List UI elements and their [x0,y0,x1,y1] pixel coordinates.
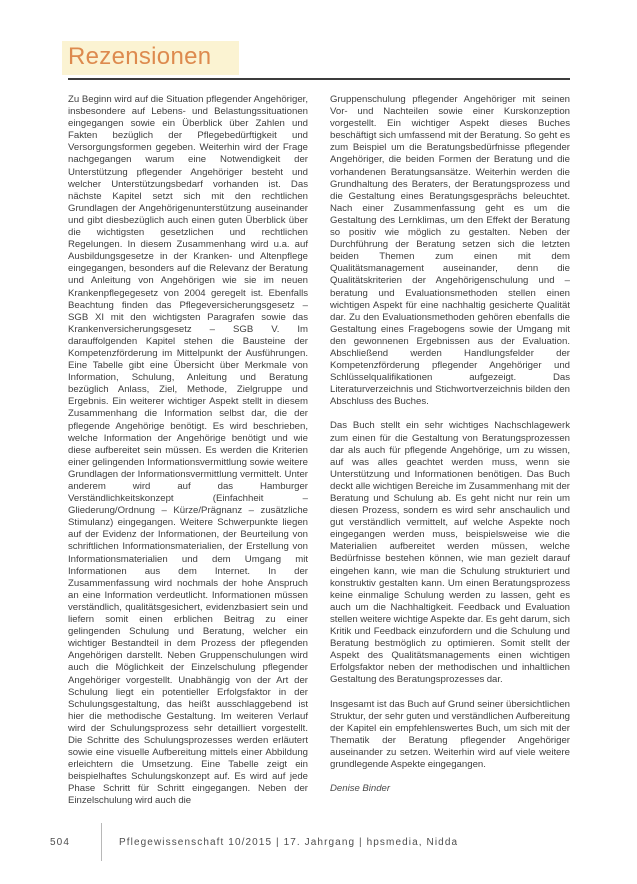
left-column [68,94,308,808]
review-paragraph: Gruppenschulung pflegender Angehöriger mit seinen Vor- und Nachteilen sowie einer Kurskonzeption vorgestellt. Ein wichtiger Aspekt dieses Buches beschäftigt sich umfassend mit der Beratung. So geht es zum Beispiel um die Beratungsbedürfnisse pflegender Angehöriger, die beiden Formen der Beratung und die vorhandenen Beratungsansätze. Weiterhin werden die Grundhaltung des Beraters, der Beratungsprozess und die Gestaltung eines Beratungsgesprächs beleuchtet. Nach einer Zusammenfassung geht es um die Gestaltung des Lernklimas, um den Effekt der Beratung so positiv wie möglich zu gestalten. Neben der Durchführung der Beratung setzen sich die letzten beiden Themen zum einen mit dem Qualitätsmanagement auseinander, denn die Qualitätskriterien der Angehörigenschulung und –beratung und Evaluationsmethoden stellen einen wichtigen Aspekt für eine nachhaltig gesicherte Qualität dar. Zu den Evaluationsmethoden gehören ebenfalls die Gestaltung eines Fragebogens sowie der Umgang mit den gewonnenen Ergebnissen aus der Evaluation. Abschließend werden Handlungsfelder der Kompetenzförderung pflegender Angehöriger und Schlüsselqualifikationen aufgezeigt. Das Literaturverzeichnis und Stichwortverzeichnis bilden den Abschluss des Buches. [330,94,570,408]
page-title-text: Rezensionen [62,41,239,75]
review-paragraph: Das Buch stellt ein sehr wichtiges Nachschlagewerk zum einen für die Gestaltung von Beratungsprozessen dar als auch für pflegende Angehörige, um zu wissen, auf was alles geachtet werden muss, wenn sie Unterstützung und Informationen benötigen. Das Buch deckt alle wichtigen Bereiche im Zusammenhang mit der Beratung und Schulung ab. Es geht nicht nur rein um diesen Prozess, sondern es wird sehr anschaulich und gut verständlich vermittelt, auf welche Aspekte noch eingegangen werden muss, beispielsweise wie die Materialien aufbereitet werden müssen, welche Bedürfnisse bestehen können, wie man gezielt darauf eingehen kann, wie man die Schulung strukturiert und konstruktiv gestalten kann. Um einen Beratungsprozess keine einmalige Schulung werden zu lassen, geht es auch um die Nachhaltigkeit. Feedback und Evaluation stellen weitere wichtige Aspekte dar. Es geht darum, sich Kritik und Feedback einzufordern und die Schulung und Beratung bestmöglich zu optimieren. Somit stellt der Aspekt des Qualitätsmanagements einen wichtigen Erfolgsfaktor neben der methodischen und inhaltlichen Gestaltung des Beratungsprozesses dar. [330,420,570,686]
journal-info: Pflegewissenschaft 10/2015 | 17. Jahrgang | hpsmedia, Nidda [119,836,459,848]
footer-divider [101,823,102,861]
review-paragraph: Zu Beginn wird auf die Situation pflegender Angehöriger, insbesondere auf Lebens- und Belastungssituationen eingegangen sowie ein Überblick über Zahlen und Fakten bezüglich der Pflegebedürftigkeit und Versorgungsformen gegeben. Weiterhin wird der Frage nachgegangen warum eine Notwendigkeit der Unterstützung pflegender Angehöriger besteht und welcher Unterstützungsbedarf vorhanden ist. Das nächste Kapitel setzt sich mit den rechtlichen Grundlagen der Angehörigenunterstützung auseinander und gibt diesbezüglich auch einen guten Überblick über die wichtigsten gesetzlichen und rechtlichen Regelungen. In diesem Zusammenhang wird u.a. auf Ausbildungsgesetze in der Kranken- und Altenpflege eingegangen, besonders auf die Relevanz der Beratung und Anleitung von Angehörigen wie sie im neuen Krankenpflegegesetz von 2004 geregelt ist. Ebenfalls Beachtung finden das Pflegeversicherungsgesetz – SGB XI mit den wichtigsten Paragrafen sowie das Krankenversicherungsgesetz – SGB V. Im darauffolgenden Kapitel stehen die Bausteine der Kompetenzförderung im Mittelpunkt der Ausführungen. Eine Tabelle gibt eine Übersicht über Merkmale von Information, Schulung, Anleitung und Beratung bezüglich Anlass, Ziel, Methode, Zielgruppe und Ergebnis. Ein weiterer wichtiger Aspekt stellt in diesem Zusammenhang die Information selbst dar, die der pflegende Angehörige benötigt. Es wird beschrieben, welche Information der Angehörige benötigt und wie diese aufbereitet sein müssen. Es werden die Kriterien einer gelingenden Informationsvermittlung sowie weitere Grundlagen der Informationsvermittlung vermittelt. Unter anderem wird auf das Hamburger Verständlichkeitskonzept (Einfachheit – Gliederung/Ordnung – Kürze/Prägnanz – zusätzliche Stimulanz) eingegangen. Weitere Schwerpunkte liegen auf der Evidenz der Informationen, der Beurteilung von schriftlichen Informationsmaterialien, der Erstellung von Informationsmaterialien und dem Umgang mit Informationen aus dem Internet. In der Zusammenfassung wird nochmals der hohe Anspruch an eine Information verdeutlicht. Informationen müssen verständlich, qualitätsgesichert, evidenzbasiert sein und liefern somit einen erblichen Beitrag zu einer gelingenden Schulung und Beratung, welcher ein wichtiger Bestandteil in dem Prozess der pflegenden Angehörigen darstellt. Neben Gruppenschulungen wird auch die Möglichkeit der Einzelschulung pflegender Angehöriger vorgestellt. Unabhängig von der Art der Schulung liegt ein potentieller Erfolgsfaktor in der Schulungsgestaltung, das heißt ausschlaggebend ist hier die methodische Gestaltung. Im weiteren Verlauf wird der Schulungsprozess sehr detailliert vorgestellt. Die Schritte des Schulungsprozesses werden erläutert sowie eine visuelle Aufbereitung mittels einer Abbildung erleichtern die Umsetzung. Eine Tabelle zeigt ein beispielhaftes Schulungskonzept auf. Es wird auf jede Phase Schritt für Schritt eingegangen. Neben der Einzelschulung wird auch die [68,94,308,807]
article-body [68,94,570,808]
right-column [330,94,570,808]
title-rule [68,78,570,80]
page-footer [50,822,458,862]
page-number: 504 [50,836,70,848]
author-signature: Denise Binder [330,783,391,795]
page-title [68,42,570,72]
page-header [68,42,570,80]
review-paragraph: Insgesamt ist das Buch auf Grund seiner übersichtlichen Struktur, der sehr guten und verständlichen Aufbereitung der Kapitel ein empfehlenswertes Buch, um sich mit der Thematik der Beratung pflegender Angehöriger auseinander zu setzen. Weiterhin wird auf viele weitere grundlegende Aspekte eingegangen. [330,698,570,770]
